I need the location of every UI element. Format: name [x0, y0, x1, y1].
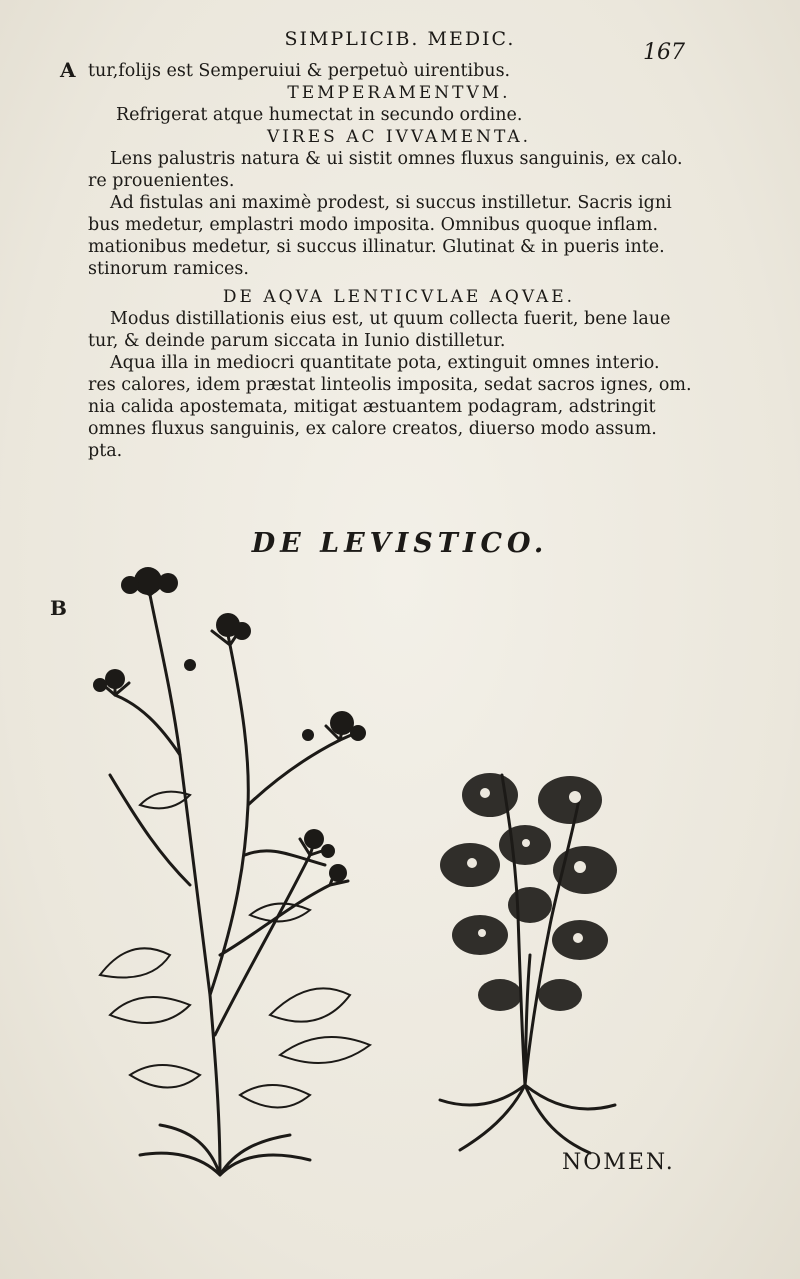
text-line: Modus distillationis eius est, ut quum collecta fuerit, bene laue [110, 309, 671, 329]
woodcut-lovage-leafy-illustration [430, 755, 630, 1165]
text-line: Ad fistulas ani maximè prodest, si succus instilletur. Sacris igni [110, 193, 672, 213]
text-line: bus medetur, emplastri modo imposita. Omnibus quoque inflam. [88, 215, 659, 235]
running-head: SIMPLICIB. MEDIC. [284, 28, 516, 50]
heading-aqua: DE AQVA LENTICVLAE AQVAE. [222, 287, 576, 307]
text-line: stinorum ramices. [88, 259, 249, 279]
margin-letter-a: A [60, 58, 76, 82]
woodcut-lovage-flowering-illustration [70, 555, 390, 1185]
text-line: Refrigerat atque humectat in secundo ordine. [116, 105, 523, 125]
page-number: 167 [643, 40, 685, 65]
heading-temperamentum: TEMPERAMENTVM. [287, 83, 511, 103]
text-line: tur,folijs est Semperuiui & perpetuò uirentibus. [88, 61, 511, 81]
text-line: re prouenientes. [88, 171, 235, 191]
margin-letter-b: B [50, 596, 67, 620]
text-line: omnes fluxus sanguinis, ex calore creatos, diuerso modo assum. [88, 419, 657, 439]
text-line: mationibus medetur, si succus illinatur. Glutinat & in pueris inte. [88, 237, 665, 257]
text-line: Aqua illa in mediocri quantitate pota, extinguit omnes interio. [110, 353, 660, 373]
text-line: pta. [88, 441, 123, 461]
text-line: tur, & deinde parum siccata in Iunio distilletur. [88, 331, 506, 351]
text-line: res calores, idem præstat linteolis imposita, sedat sacros ignes, om. [88, 375, 692, 395]
section-title: DE LEVISTICO. [251, 528, 549, 559]
text-line: nia calida apostemata, mitigat æstuantem podagram, adstringit [88, 397, 656, 417]
body-text [88, 60, 710, 462]
heading-vires: VIRES AC IVVAMENTA. [266, 127, 532, 147]
text-line: Lens palustris natura & ui sistit omnes fluxus sanguinis, ex calo. [110, 149, 683, 169]
catchword: NOMEN. [562, 1150, 675, 1175]
